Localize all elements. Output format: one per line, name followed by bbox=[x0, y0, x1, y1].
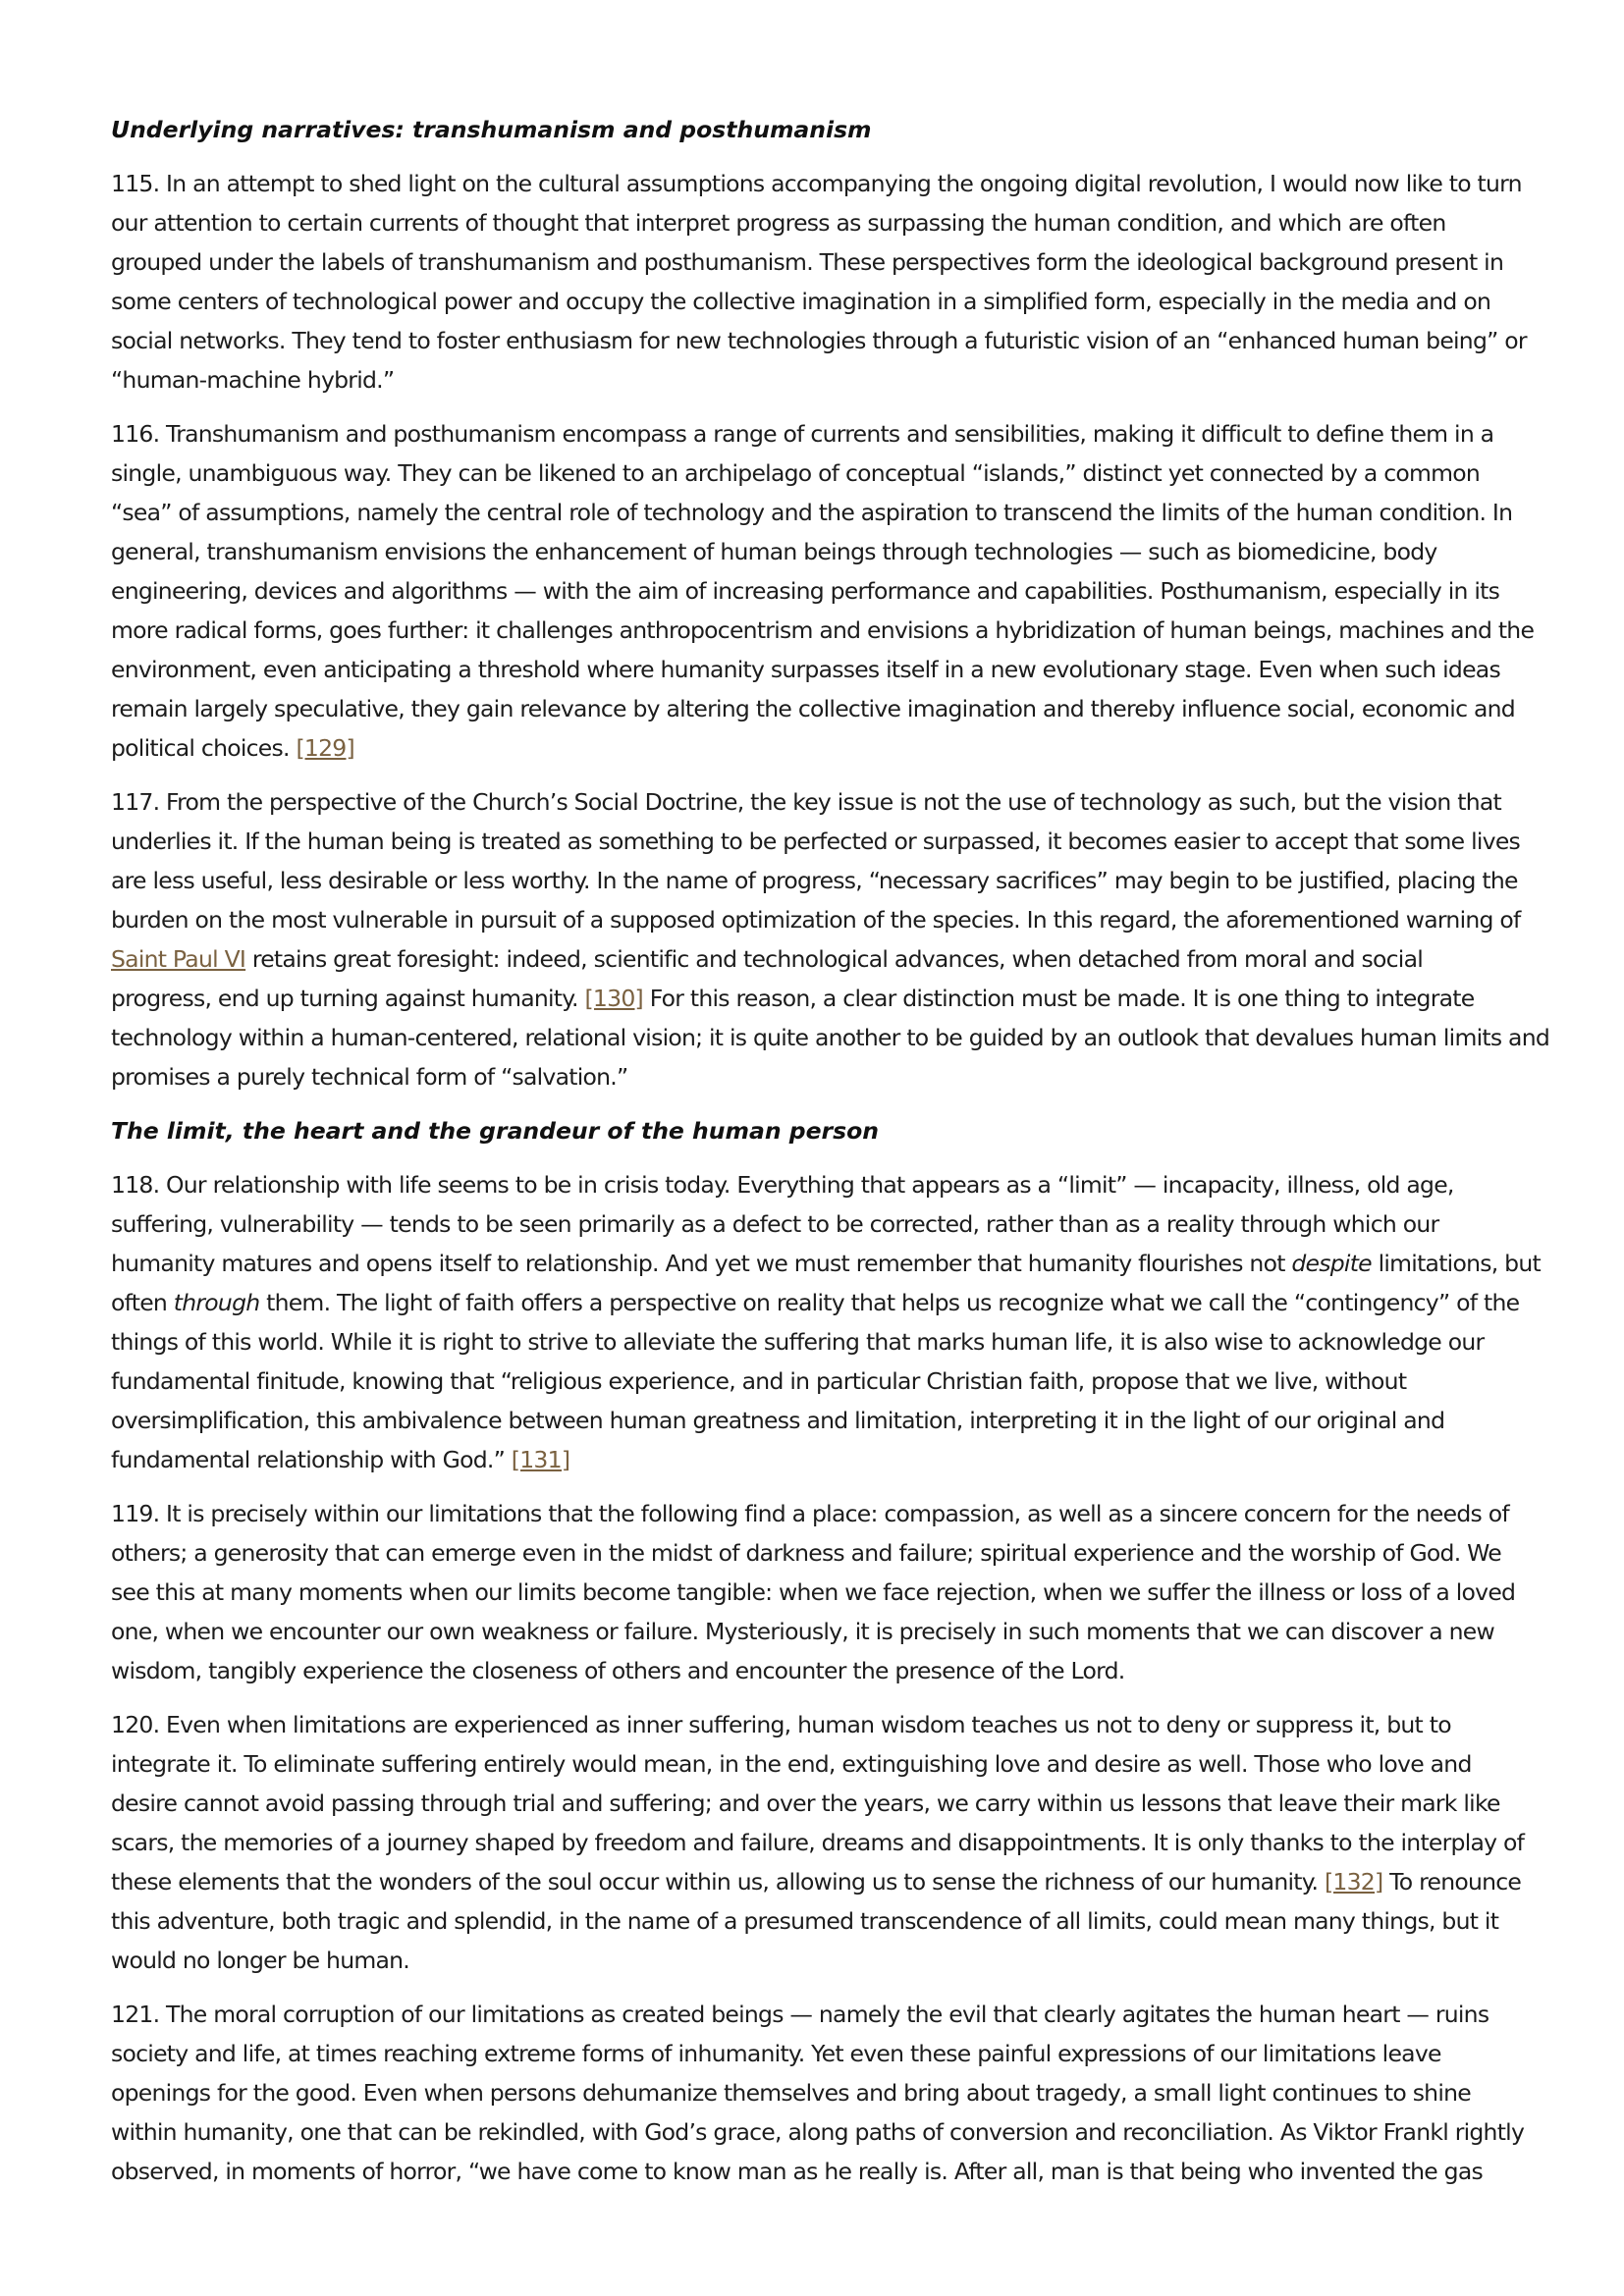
emphasis-text: despite bbox=[1291, 1250, 1372, 1277]
text-run: scars, the memories of a journey shaped by freedom and failure, dreams and disappointments. It is only thanks to the interplay of bbox=[111, 1829, 1525, 1856]
text-line bbox=[111, 532, 1561, 571]
text-line bbox=[111, 1283, 1561, 1322]
text-run: fundamental relationship with God.” bbox=[111, 1446, 512, 1473]
text-line bbox=[111, 571, 1561, 611]
text-line bbox=[111, 203, 1561, 242]
section-heading: Underlying narratives: transhumanism and posthumanism bbox=[111, 116, 872, 143]
paragraph bbox=[111, 1165, 1561, 1479]
text-line bbox=[111, 939, 1561, 979]
text-line bbox=[111, 360, 1561, 400]
text-line bbox=[111, 822, 1561, 861]
text-line bbox=[111, 1901, 1561, 1941]
text-line bbox=[111, 728, 1561, 768]
text-line bbox=[111, 1440, 1561, 1479]
text-run: “sea” of assumptions, namely the central role of technology and the aspiration to transcend the limits of the human condition. In bbox=[111, 499, 1513, 526]
text-line bbox=[111, 611, 1561, 650]
text-run: remain largely speculative, they gain relevance by altering the collective imagination and thereby influence social, economic and bbox=[111, 695, 1515, 722]
text-line bbox=[111, 1573, 1561, 1612]
text-run: society and life, at times reaching extreme forms of inhumanity. Yet even these painful expressions of our limitations leave bbox=[111, 2040, 1441, 2067]
paragraph bbox=[111, 1995, 1561, 2191]
text-line bbox=[111, 2112, 1561, 2152]
text-run: are less useful, less desirable or less worthy. In the name of progress, “necessary sacrifices” may begin to be justified, placing the bbox=[111, 867, 1518, 894]
text-run: promises a purely technical form of “salvation.” bbox=[111, 1063, 628, 1091]
text-line bbox=[111, 2073, 1561, 2112]
text-line bbox=[111, 782, 1561, 822]
text-line bbox=[111, 282, 1561, 321]
text-run: grouped under the labels of transhumanism and posthumanism. These perspectives form the ideological background present in bbox=[111, 248, 1504, 276]
footnote-ref-link[interactable]: [130] bbox=[584, 985, 643, 1012]
text-line bbox=[111, 1057, 1561, 1096]
text-run: one, when we encounter our own weakness or failure. Mysteriously, it is precisely in such moments that we can discover a new bbox=[111, 1618, 1494, 1645]
text-run: more radical forms, goes further: it challenges anthropocentrism and envisions a hybridization of human beings, machines and the bbox=[111, 616, 1535, 644]
text-line bbox=[111, 164, 1561, 203]
text-line bbox=[111, 1823, 1561, 1862]
text-run: them. The light of faith offers a perspective on reality that helps us recognize what we call the “contingency” of the bbox=[259, 1289, 1520, 1316]
text-line bbox=[111, 979, 1561, 1018]
document-page bbox=[111, 110, 1561, 2269]
text-run: 120. Even when limitations are experienced as inner suffering, human wisdom teaches us not to deny or suppress it, but to bbox=[111, 1711, 1451, 1738]
text-run: 119. It is precisely within our limitations that the following find a place: compassion, as well as a sincere concern for the needs of bbox=[111, 1500, 1509, 1527]
text-line bbox=[111, 1744, 1561, 1784]
text-line bbox=[111, 1401, 1561, 1440]
text-run: environment, even anticipating a threshold where humanity surpasses itself in a new evolutionary stage. Even when such ideas bbox=[111, 656, 1500, 683]
text-line bbox=[111, 689, 1561, 728]
text-run: often bbox=[111, 1289, 174, 1316]
text-run: 115. In an attempt to shed light on the cultural assumptions accompanying the ongoing digital revolution, I would now like to turn bbox=[111, 170, 1522, 197]
text-line bbox=[111, 321, 1561, 360]
text-line bbox=[111, 1941, 1561, 1980]
text-line bbox=[111, 2034, 1561, 2073]
text-line bbox=[111, 900, 1561, 939]
text-line bbox=[111, 1018, 1561, 1057]
text-line bbox=[111, 1995, 1561, 2034]
text-line bbox=[111, 1784, 1561, 1823]
footnote-ref-link[interactable]: [132] bbox=[1324, 1868, 1383, 1896]
paragraph bbox=[111, 1705, 1561, 1980]
text-run: some centers of technological power and occupy the collective imagination in a simplified form, especially in the media and on bbox=[111, 288, 1491, 315]
text-run: general, transhumanism envisions the enhancement of human beings through technologies — such as biomedicine, body bbox=[111, 538, 1437, 565]
text-run: humanity matures and opens itself to relationship. And yet we must remember that humanity flourishes not bbox=[111, 1250, 1292, 1277]
text-line bbox=[111, 242, 1561, 282]
text-line bbox=[111, 1651, 1561, 1690]
footnote-ref-link[interactable]: [129] bbox=[296, 734, 354, 762]
text-run: fundamental finitude, knowing that “religious experience, and in particular Christian faith, propose that we live, without bbox=[111, 1367, 1407, 1395]
text-run: things of this world. While it is right to strive to alleviate the suffering that marks human life, it is also wise to acknowledge our bbox=[111, 1328, 1485, 1356]
text-run: 117. From the perspective of the Church’s Social Doctrine, the key issue is not the use of technology as such, but the vision that bbox=[111, 788, 1501, 816]
text-run: suffering, vulnerability — tends to be seen primarily as a defect to be corrected, rather than as a reality through which our bbox=[111, 1210, 1439, 1238]
section-heading: The limit, the heart and the grandeur of the human person bbox=[111, 1117, 879, 1145]
text-run: wisdom, tangibly experience the closeness of others and encounter the presence of the Lord. bbox=[111, 1657, 1125, 1684]
text-line bbox=[111, 1533, 1561, 1573]
text-line bbox=[111, 650, 1561, 689]
text-run: limitations, but bbox=[1371, 1250, 1541, 1277]
text-line bbox=[111, 493, 1561, 532]
text-run: social networks. They tend to foster enthusiasm for new technologies through a futuristic vision of an “enhanced human being” or bbox=[111, 327, 1527, 354]
text-run: oversimplification, this ambivalence between human greatness and limitation, interpreting it in the light of our original and bbox=[111, 1407, 1445, 1434]
text-run: 118. Our relationship with life seems to be in crisis today. Everything that appears as a “limit” — incapacity, illness, old age, bbox=[111, 1171, 1454, 1199]
paragraph bbox=[111, 414, 1561, 768]
text-run: this adventure, both tragic and splendid, in the name of a presumed transcendence of all limits, could mean many things, but it bbox=[111, 1907, 1499, 1935]
text-run: would no longer be human. bbox=[111, 1947, 409, 1974]
text-line bbox=[111, 2152, 1561, 2191]
text-line bbox=[111, 1862, 1561, 1901]
text-run: To renounce bbox=[1382, 1868, 1522, 1896]
paragraph bbox=[111, 164, 1561, 400]
text-line bbox=[111, 861, 1561, 900]
text-run: desire cannot avoid passing through trial and suffering; and over the years, we carry within us lessons that leave their mark like bbox=[111, 1789, 1500, 1817]
text-run: For this reason, a clear distinction must be made. It is one thing to integrate bbox=[642, 985, 1475, 1012]
text-line bbox=[111, 1705, 1561, 1744]
text-run: openings for the good. Even when persons dehumanize themselves and bring about tragedy, a small light continues to shine bbox=[111, 2079, 1471, 2107]
text-run: 121. The moral corruption of our limitations as created beings — namely the evil that clearly agitates the human heart — ruins bbox=[111, 2001, 1489, 2028]
text-run: retains great foresight: indeed, scientific and technological advances, when detached from moral and social bbox=[245, 945, 1424, 973]
text-run: observed, in moments of horror, “we have come to know man as he really is. After all, man is that being who invented the gas bbox=[111, 2158, 1483, 2185]
text-line bbox=[111, 1165, 1561, 1204]
text-line bbox=[111, 1204, 1561, 1244]
text-line bbox=[111, 1494, 1561, 1533]
text-run: see this at many moments when our limits become tangible: when we face rejection, when we suffer the illness or loss of a loved bbox=[111, 1578, 1516, 1606]
text-line bbox=[111, 1322, 1561, 1362]
text-run: these elements that the wonders of the soul occur within us, allowing us to sense the richness of our humanity. bbox=[111, 1868, 1325, 1896]
footnote-ref-link[interactable]: [131] bbox=[511, 1446, 570, 1473]
text-line bbox=[111, 454, 1561, 493]
text-run: progress, end up turning against humanity. bbox=[111, 985, 585, 1012]
text-run: within humanity, one that can be rekindled, with God’s grace, along paths of conversion and reconciliation. As Viktor Frankl rightly bbox=[111, 2118, 1525, 2146]
text-run: political choices. bbox=[111, 734, 297, 762]
inline-link[interactable]: Saint Paul VI bbox=[111, 945, 246, 973]
text-run: underlies it. If the human being is treated as something to be perfected or surpassed, it becomes easier to accept that some lives bbox=[111, 828, 1521, 855]
text-run: “human-machine hybrid.” bbox=[111, 366, 395, 394]
paragraph bbox=[111, 782, 1561, 1096]
text-run: integrate it. To eliminate suffering entirely would mean, in the end, extinguishing love and desire as well. Those who love and bbox=[111, 1750, 1472, 1778]
text-line bbox=[111, 1244, 1561, 1283]
text-run: single, unambiguous way. They can be likened to an archipelago of conceptual “islands,” distinct yet connected by a common bbox=[111, 459, 1481, 487]
text-run: burden on the most vulnerable in pursuit of a supposed optimization of the species. In this regard, the aforementioned warning of bbox=[111, 906, 1521, 934]
text-run: our attention to certain currents of thought that interpret progress as surpassing the human condition, and which are often bbox=[111, 209, 1446, 237]
text-run: technology within a human-centered, relational vision; it is quite another to be guided by an outlook that devalues human limits and bbox=[111, 1024, 1550, 1051]
text-run: 116. Transhumanism and posthumanism encompass a range of currents and sensibilities, making it difficult to define them in a bbox=[111, 420, 1494, 448]
paragraph bbox=[111, 1494, 1561, 1690]
emphasis-text: through bbox=[173, 1289, 260, 1316]
text-line bbox=[111, 414, 1561, 454]
text-line bbox=[111, 1612, 1561, 1651]
text-run: engineering, devices and algorithms — with the aim of increasing performance and capabilities. Posthumanism, especially in its bbox=[111, 577, 1500, 605]
text-line bbox=[111, 1362, 1561, 1401]
text-run: others; a generosity that can emerge even in the midst of darkness and failure; spiritual experience and the worship of God. We bbox=[111, 1539, 1501, 1567]
